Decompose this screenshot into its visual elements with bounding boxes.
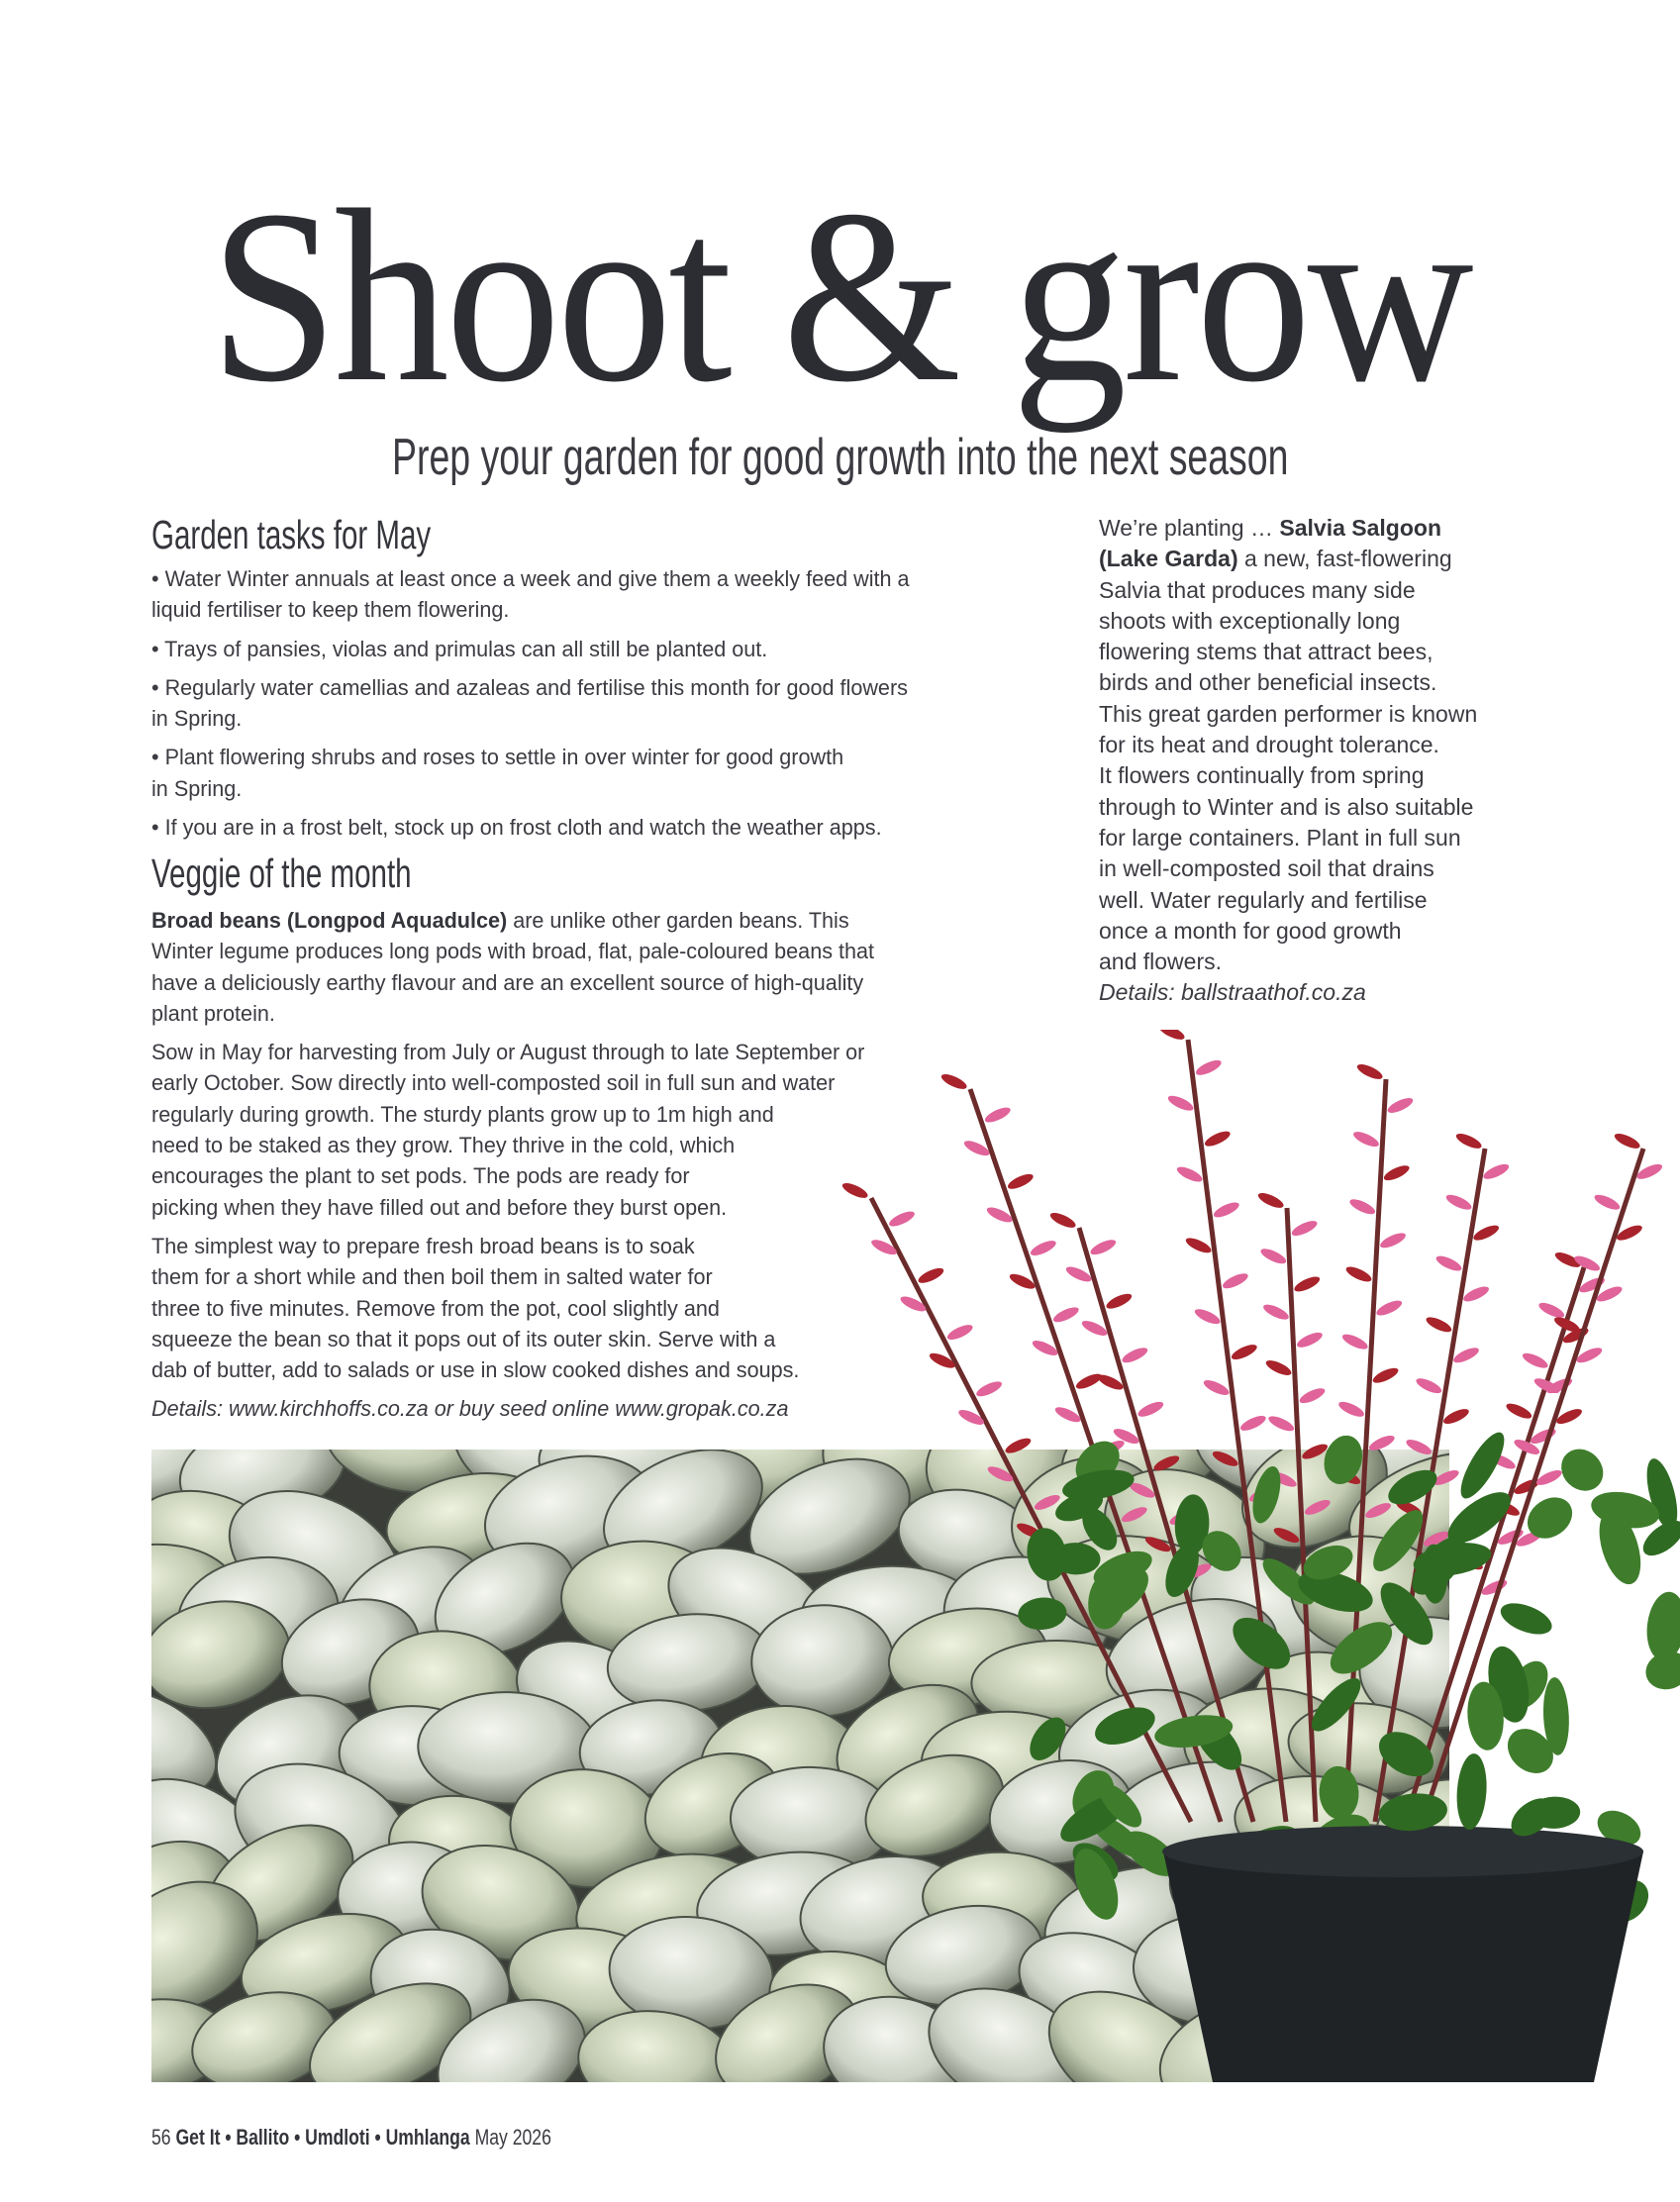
salvia-leaf — [1454, 1752, 1489, 1831]
salvia-flower — [1136, 1399, 1166, 1420]
text-line: This great garden performer is known — [1099, 700, 1478, 727]
salvia-flower — [1006, 1171, 1036, 1192]
text-line: well. Water regularly and fertilise — [1099, 886, 1428, 913]
text-line: in Spring. — [151, 706, 243, 732]
planting-article — [1099, 513, 1477, 1009]
text-line: early October. Sow directly into well-composted soil in full sun and water — [151, 1070, 836, 1096]
salvia-flower — [1367, 1433, 1397, 1453]
salvia-flower — [1121, 1345, 1150, 1365]
salvia-flower — [1051, 1304, 1081, 1325]
salvia-flower — [1256, 1190, 1286, 1211]
salvia-flower — [1105, 1291, 1135, 1312]
salvia-flower — [1166, 1093, 1196, 1114]
text-line: It flowers continually from spring — [1099, 762, 1425, 789]
issue-date: May 2026 — [474, 2125, 551, 2150]
text-line: birds and other beneficial insects. — [1099, 669, 1437, 696]
garden-tasks-list — [151, 563, 940, 851]
page-footer — [151, 2125, 551, 2151]
veggie-intro-line — [151, 905, 874, 936]
task-item — [151, 742, 940, 804]
garden-tasks-heading: Garden tasks for May — [151, 512, 432, 557]
salvia-flower — [1290, 1218, 1320, 1239]
task-item — [151, 634, 940, 664]
page-subtitle — [0, 428, 1680, 487]
salvia-flower — [1536, 1300, 1566, 1321]
salvia-flower — [1004, 1436, 1034, 1456]
salvia-flower — [1613, 1131, 1642, 1151]
salvia-flower — [1355, 1061, 1385, 1082]
salvia-flower — [1454, 1131, 1484, 1151]
salvia-flower — [1434, 1253, 1464, 1274]
text-line: squeeze the bean so that it pops out of its outer skin. Serve with a — [151, 1326, 776, 1351]
task-item — [151, 672, 940, 735]
salvia-flower — [1471, 1223, 1501, 1244]
salvia-leaf — [1552, 1441, 1611, 1499]
salvia-leaf — [1304, 1671, 1368, 1739]
salvia-flower — [1347, 1196, 1377, 1217]
text-line: three to five minutes. Remove from the pot, cool slightly and — [151, 1295, 720, 1321]
salvia-flower — [1444, 1192, 1474, 1213]
salvia-leaf — [1319, 1431, 1368, 1489]
veggie-details — [151, 1393, 874, 1424]
plant-variety: (Lake Garda) — [1099, 546, 1238, 572]
salvia-flower — [1521, 1351, 1550, 1371]
salvia-flower — [1074, 1371, 1104, 1392]
salvia-flower — [1451, 1345, 1481, 1365]
salvia-flower — [1203, 1129, 1233, 1150]
text-line: regularly during growth. The sturdy plants grow up to 1m high and — [151, 1101, 774, 1127]
veggie-preparation — [151, 1231, 904, 1385]
text-line: for its heat and drought tolerance. — [1099, 732, 1439, 758]
text-line: and flowers. — [1099, 949, 1223, 975]
salvia-flower — [1505, 1401, 1534, 1422]
salvia-flower — [1184, 1235, 1214, 1255]
salvia-flower — [1386, 1095, 1416, 1116]
salvia-flower — [1152, 1452, 1182, 1473]
planting-text: a new, fast-flowering — [1237, 546, 1452, 572]
text-line: them for a short while and then boil them in salted water for — [151, 1264, 713, 1290]
salvia-flower — [1157, 1030, 1187, 1043]
salvia-flower — [1272, 1525, 1302, 1546]
page-subtitle-text: Prep your garden for good growth into the next season — [391, 429, 1289, 486]
text-line: Salvia that produces many side — [1099, 576, 1416, 603]
salvia-flower — [1120, 1504, 1149, 1525]
salvia-leaf — [1322, 1612, 1401, 1684]
text-line: • Plant flowering shrubs and roses to settle in over winter for good growth — [151, 745, 844, 770]
salvia-flower — [939, 1071, 969, 1092]
planting-details-text: Details: ballstraathof.co.za — [1099, 979, 1366, 1006]
salvia-flower — [1441, 1406, 1471, 1427]
veggie-intro — [151, 905, 904, 1029]
salvia-leaf — [1023, 1711, 1073, 1766]
veggie-article — [151, 905, 904, 1425]
salvia-flower — [974, 1378, 1004, 1399]
text-line: plant protein. — [151, 1000, 275, 1026]
salvia-flower — [1264, 1357, 1294, 1378]
text-line: The simplest way to prepare fresh broad beans is to soak — [151, 1233, 695, 1258]
salvia-flower — [1425, 1314, 1454, 1335]
text-line: in Spring. — [151, 775, 243, 801]
salvia-leaf — [1318, 1765, 1360, 1821]
salvia-flower — [1371, 1365, 1401, 1386]
task-item — [151, 563, 940, 626]
salvia-flower — [1259, 1246, 1289, 1266]
salvia-flower — [1461, 1283, 1491, 1304]
salvia-flower — [1193, 1306, 1223, 1327]
salvia-flower — [1211, 1449, 1240, 1469]
text-line: encourages the plant to set pods. The pods are ready for — [151, 1163, 690, 1189]
salvia-flower — [1340, 1332, 1370, 1352]
text-line: Sow in May for harvesting from July or August through to late September or — [151, 1040, 865, 1065]
planting-details — [1099, 977, 1477, 1008]
salvia-flower — [1212, 1199, 1241, 1220]
salvia-flower — [1344, 1263, 1374, 1284]
text-line: • Trays of pansies, violas and primulas can all still be planted out. — [151, 636, 768, 661]
text-line: dab of butter, add to salads or use in slow cooked dishes and soups. — [151, 1357, 800, 1383]
salvia-flower — [945, 1322, 975, 1343]
text-line: for large containers. Plant in full sun — [1099, 824, 1461, 851]
salvia-flower — [1363, 1500, 1393, 1521]
salvia-flower — [1221, 1270, 1250, 1291]
veggie-name: Broad beans (Longpod Aquadulce) — [151, 908, 508, 933]
salvia-flower — [1382, 1162, 1412, 1183]
text-line: Winter legume produces long pods with broad, flat, pale-coloured beans that — [151, 939, 875, 964]
salvia-flower — [1266, 1413, 1296, 1434]
veggie-sowing — [151, 1037, 904, 1223]
text-line: in well-composted soil that drains — [1099, 855, 1434, 882]
planting-line — [1099, 544, 1477, 574]
salvia-flower — [1593, 1192, 1623, 1213]
salvia-leaf — [1641, 1647, 1680, 1695]
salvia-plant-photo — [832, 1030, 1680, 2082]
text-line: picking when they have filled out and before they burst open. — [151, 1194, 728, 1220]
text-line: through to Winter and is also suitable — [1099, 793, 1474, 820]
page-title — [0, 149, 1680, 446]
text-line: • Water Winter annuals at least once a week and give them a weekly feed with a — [151, 566, 910, 591]
text-line: • If you are in a frost belt, stock up on frost cloth and watch the weather apps. — [151, 815, 882, 841]
veggie-heading: Veggie of the month — [151, 851, 412, 896]
salvia-flower — [1336, 1399, 1366, 1420]
text-line: once a month for good growth — [1099, 917, 1402, 944]
veggie-intro-text: are unlike other garden beans. This — [507, 908, 849, 933]
salvia-flower — [1481, 1161, 1511, 1182]
salvia-flower — [1175, 1164, 1205, 1185]
salvia-flower — [983, 1105, 1013, 1126]
salvia-flower — [1029, 1238, 1058, 1258]
salvia-leaf — [1017, 1596, 1068, 1633]
publication-name: Get It • Ballito • Umdloti • Umhlanga — [175, 2125, 470, 2150]
planting-line — [1099, 513, 1477, 544]
text-line: flowering stems that attract bees, — [1099, 639, 1433, 665]
salvia-flower — [1202, 1377, 1232, 1398]
salvia-flower — [887, 1209, 917, 1230]
page-number: 56 — [151, 2125, 171, 2150]
salvia-leaf — [1497, 1597, 1556, 1641]
salvia-flower — [1298, 1385, 1328, 1406]
salvia-flower — [1378, 1230, 1408, 1251]
salvia-flower — [1089, 1237, 1119, 1257]
salvia-flower — [1048, 1210, 1078, 1231]
text-line: have a deliciously earthy flavour and are an excellent source of high-quality — [151, 969, 864, 995]
text-line: • Regularly water camellias and azaleas and fertilise this month for good flowers — [151, 674, 908, 700]
salvia-flower — [1374, 1298, 1404, 1319]
text-line: need to be staked as they grow. They thrive in the cold, which — [151, 1133, 736, 1158]
salvia-flower — [1295, 1330, 1325, 1351]
salvia-flower — [1194, 1057, 1224, 1078]
plant-pot — [1163, 1852, 1643, 2082]
salvia-flower — [1238, 1413, 1268, 1434]
salvia-flower — [1230, 1342, 1259, 1362]
veggie-details-text: Details: www.kirchhoffs.co.za or buy seed online www.gropak.co.za — [151, 1396, 789, 1422]
page-title-text: Shoot & grow — [210, 159, 1470, 434]
plant-name: Salvia Salgoon — [1279, 515, 1441, 541]
text-line: liquid fertiliser to keep them flowering. — [151, 597, 510, 623]
salvia-flower — [1404, 1437, 1433, 1457]
salvia-flower — [840, 1180, 870, 1201]
task-item — [151, 812, 940, 843]
salvia-flower — [1415, 1375, 1444, 1396]
salvia-flower — [1261, 1302, 1291, 1323]
salvia-flower — [1292, 1273, 1322, 1294]
salvia-flower — [1351, 1129, 1381, 1150]
planting-lead: We’re planting … — [1099, 515, 1280, 541]
text-line: shoots with exceptionally long — [1099, 607, 1401, 634]
salvia-flower — [917, 1265, 946, 1286]
salvia-flower — [1303, 1497, 1333, 1518]
